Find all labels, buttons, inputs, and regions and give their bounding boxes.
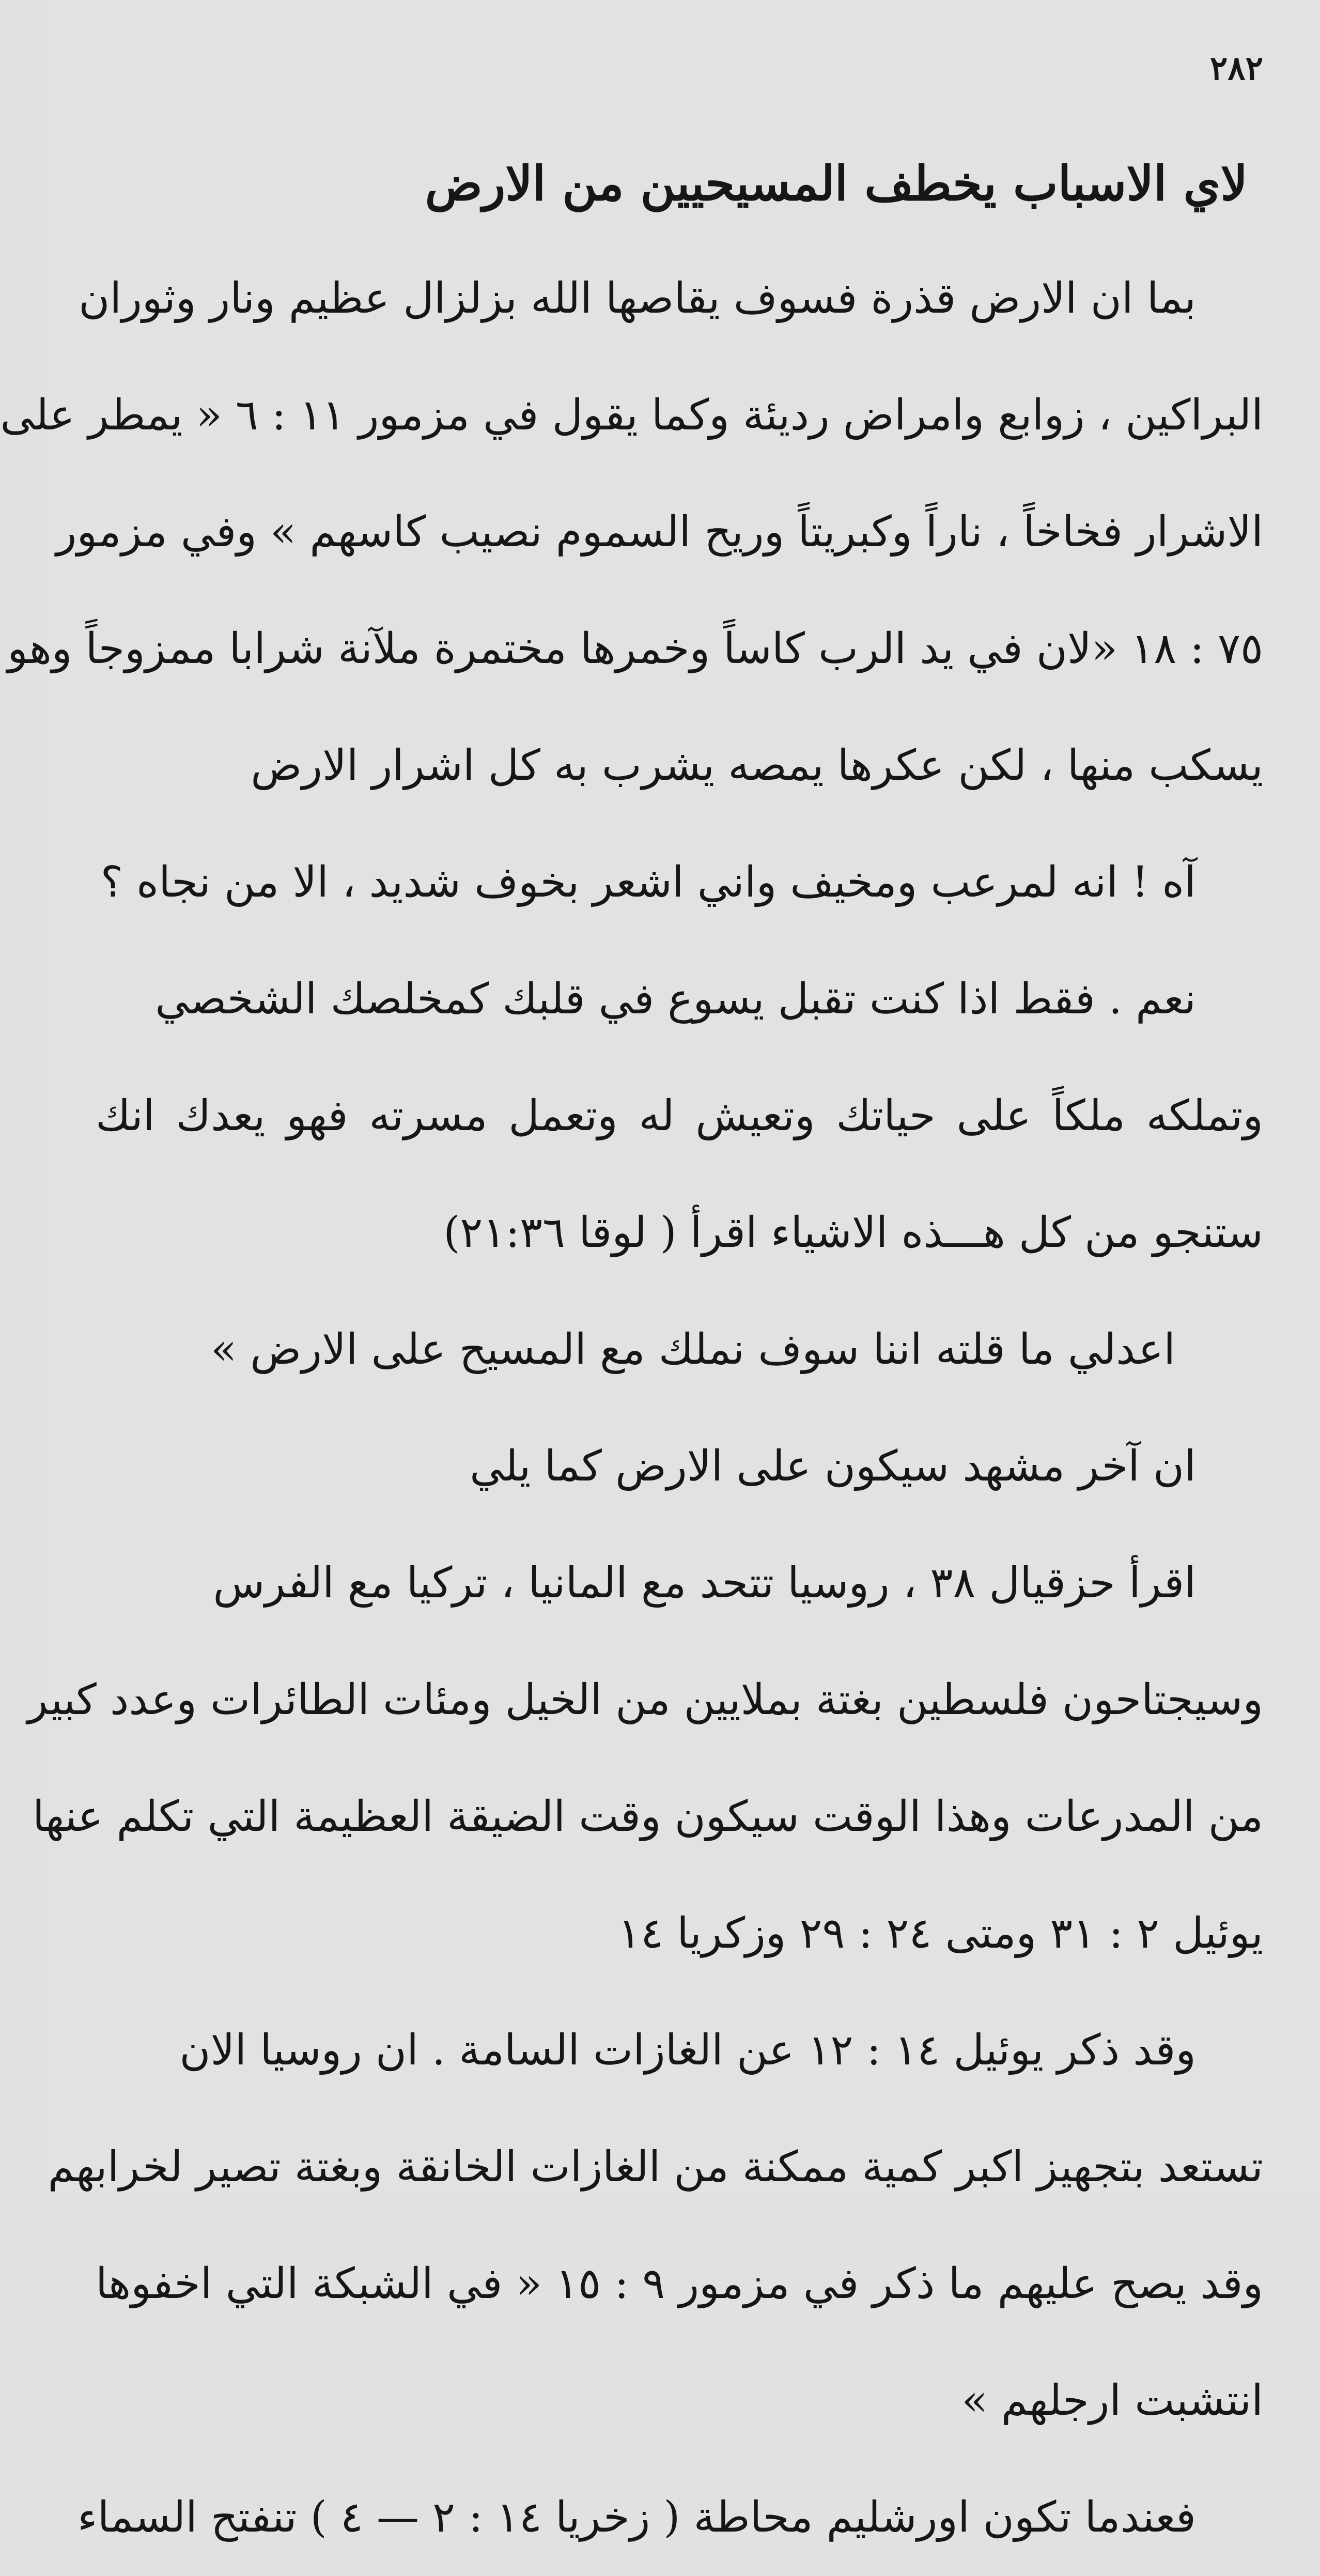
text-line: وقد ذكر يوئيل ١٤ : ١٢ عن الغازات السامة . ان روسيا الان [179, 2026, 1196, 2075]
text-line: يوئيل ٢ : ٣١ ومتى ٢٤ : ٢٩ وزكريا ١٤ [617, 1909, 1263, 1958]
text-line: وتملكه ملكاً على حياتك وتعيش له وتعمل مسرته فهو يعدك انك [96, 1091, 1263, 1140]
text-line: فعندما تكون اورشليم محاطة ( زخريا ١٤ : ٢ — ٤ ) تنفتح السماء [77, 2493, 1196, 2542]
text-line: البراكين ، زوابع وامراض رديئة وكما يقول في مزمور ١١ : ٦ « يمطر على [0, 391, 1263, 440]
page-number: ٢٨٢ [1209, 49, 1263, 88]
text-line: تستعد بتجهيز اكبر كمية ممكنة من الغازات الخانقة وبغتة تصير لخرابهم [48, 2142, 1263, 2192]
text-line: انتشبت ارجلهم » [961, 2376, 1263, 2425]
text-line: نعم . فقط اذا كنت تقبل يسوع في قلبك كمخلصك الشخصي [155, 975, 1196, 1024]
text-line: بما ان الارض قذرة فسوف يقاصها الله بزلزال عظيم ونار وثوران [79, 274, 1196, 323]
text-line: ان آخر مشهد سيكون على الارض كما يلي [470, 1442, 1196, 1491]
text-line: من المدرعات وهذا الوقت سيكون وقت الضيقة العظيمة التي تكلم عنها [33, 1792, 1263, 1841]
text-line: ٧٥ : ١٨ «لان في يد الرب كاساً وخمرها مختمرة ملآنة شرابا ممزوجاً وهو [7, 624, 1263, 673]
text-line: يسكب منها ، لكن عكرها يمصه يشرب به كل اشرار الارض [251, 741, 1263, 790]
body-text [0, 240, 1263, 2542]
text-line: وسيجتاحون فلسطين بغتة بملايين من الخيل ومئات الطائرات وعدد كبير [27, 1675, 1263, 1724]
text-line: الاشرار فخاخاً ، ناراً وكبريتاً وريح السموم نصيب كاسهم » وفي مزمور [56, 507, 1263, 557]
text-line: وقد يصح عليهم ما ذكر في مزمور ٩ : ١٥ « في الشبكة التي اخفوها [96, 2259, 1263, 2308]
text-line: آه ! انه لمرعب ومخيف واني اشعر بخوف شديد ، الا من نجاه ؟ [100, 858, 1196, 907]
text-line: اقرأ حزقيال ٣٨ ، روسيا تتحد مع المانيا ، تركيا مع الفرس [213, 1559, 1196, 1608]
text-line: ستنجو من كل هـــذه الاشياء اقرأ ( لوقا ٢١:٣٦) [443, 1208, 1263, 1257]
text-line: اعدلي ما قلته اننا سوف نملك مع المسيح على الارض » [210, 1325, 1175, 1374]
chapter-heading: لاي الاسباب يخطف المسيحيين من الارض [425, 156, 1248, 211]
